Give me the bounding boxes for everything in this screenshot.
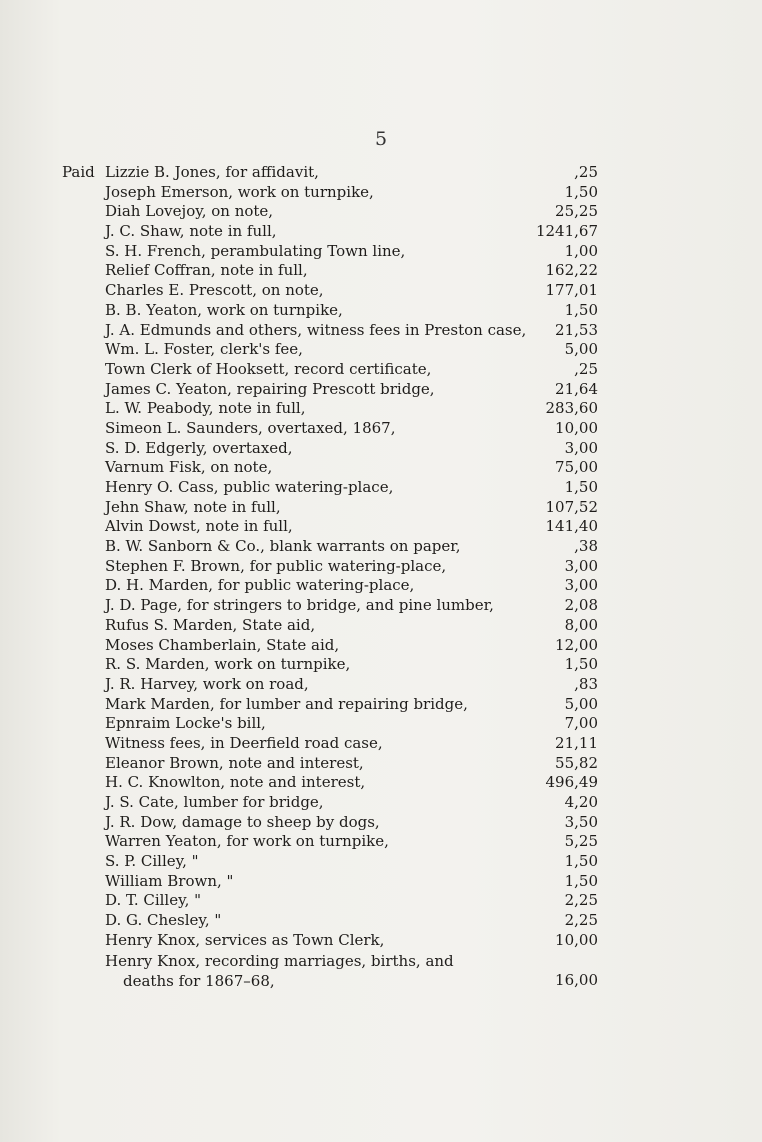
ledger-description: B. W. Sanborn & Co., blank warrants on paper, (105, 537, 461, 556)
ledger-row (0, 360, 762, 380)
ledger-amount: 162,22 (545, 261, 598, 280)
ledger-row (0, 458, 762, 478)
ledger-amount: ,83 (574, 674, 598, 693)
ledger-amount: 1241,67 (535, 222, 598, 241)
ledger-description: Epnraim Locke's bill, (105, 714, 266, 733)
ledger-description: L. W. Peabody, note in full, (105, 399, 306, 418)
ledger-amount: 25,25 (555, 202, 598, 221)
ledger-amount: 7,00 (564, 714, 598, 733)
ledger-description: S. D. Edgerly, overtaxed, (105, 438, 293, 457)
ledger-amount: 1,50 (564, 182, 598, 201)
ledger-row (0, 380, 762, 400)
ledger-description: Simeon L. Saunders, overtaxed, 1867, (105, 418, 396, 437)
ledger-row (0, 222, 762, 242)
ledger-description: J. S. Cate, lumber for bridge, (105, 793, 324, 811)
ledger-row (0, 399, 762, 419)
ledger-description: Diah Lovejoy, on note, (105, 202, 274, 221)
ledger-row (0, 596, 762, 616)
ledger-amount: 5,00 (564, 340, 598, 359)
ledger-row (0, 202, 762, 222)
ledger-amount: 5,25 (564, 832, 598, 851)
ledger-amount: ,25 (574, 359, 598, 378)
ledger-row (0, 419, 762, 439)
ledger-row (0, 183, 762, 203)
ledger-description-line2: deaths for 1867–68, (123, 971, 275, 990)
ledger-amount: 496,49 (545, 773, 598, 792)
ledger-description: D. H. Marden, for public watering-place, (105, 576, 415, 595)
ledger-description (105, 951, 454, 991)
ledger-amount: 4,20 (564, 793, 598, 811)
ledger-row (0, 517, 762, 537)
ledger-row (0, 340, 762, 360)
ledger-amount: 283,60 (545, 399, 598, 418)
ledger-description: Wm. L. Foster, clerk's fee, (105, 340, 303, 359)
ledger-description: J. R. Dow, damage to sheep by dogs, (105, 812, 380, 831)
page-number: 5 (374, 128, 388, 150)
ledger-row (0, 714, 762, 734)
ledger-amount: 21,64 (555, 379, 598, 398)
ledger-description: Mark Marden, for lumber and repairing bridge, (105, 694, 468, 713)
ledger-amount: 1,50 (564, 852, 598, 871)
ledger-amount: 55,82 (555, 753, 598, 772)
ledger-amount: 3,00 (564, 556, 598, 575)
ledger-amount: 1,50 (564, 300, 598, 319)
ledger-row (0, 695, 762, 715)
ledger-description: Varnum Fisk, on note, (105, 458, 273, 477)
ledger-amount: 12,00 (555, 635, 598, 654)
ledger-amount: 10,00 (555, 930, 598, 949)
ledger-row (0, 281, 762, 301)
ledger-row (0, 832, 762, 852)
ledger-amount: 177,01 (545, 281, 598, 300)
ledger-row (0, 537, 762, 557)
ledger-amount: 1,00 (564, 241, 598, 260)
ledger-description: Witness fees, in Deerfield road case, (105, 733, 383, 752)
ledger-description: B. B. Yeaton, work on turnpike, (105, 300, 343, 319)
ledger-amount: 107,52 (545, 497, 598, 516)
ledger-amount: 10,00 (555, 418, 598, 437)
ledger-description: S. P. Cilley, " (105, 852, 199, 871)
ledger-description: J. R. Harvey, work on road, (105, 674, 309, 693)
ledger-amount: 1,50 (564, 871, 598, 890)
ledger-amount: ,38 (574, 537, 598, 556)
ledger-row (0, 852, 762, 872)
ledger-row (0, 734, 762, 754)
ledger-description: Jehn Shaw, note in full, (105, 497, 281, 516)
ledger-row (0, 439, 762, 459)
ledger-description: William Brown, " (105, 871, 234, 890)
ledger-description: Henry Knox, services as Town Clerk, (105, 930, 385, 949)
ledger-amount: 21,11 (555, 733, 598, 752)
ledger-amount: 1,50 (564, 655, 598, 674)
ledger-amount: 2,25 (564, 891, 598, 910)
ledger-row (0, 813, 762, 833)
ledger-description: J. C. Shaw, note in full, (105, 222, 277, 241)
ledger-amount: 16,00 (555, 970, 598, 989)
ledger-description: Eleanor Brown, note and interest, (105, 753, 364, 772)
ledger-amount: 8,00 (564, 615, 598, 634)
ledger-description: Charles E. Prescott, on note, (105, 281, 324, 300)
ledger-description: R. S. Marden, work on turnpike, (105, 655, 351, 674)
ledger-description: Rufus S. Marden, State aid, (105, 615, 316, 634)
ledger-row (0, 261, 762, 281)
ledger-description: Moses Chamberlain, State aid, (105, 635, 340, 654)
ledger-amount: 5,00 (564, 694, 598, 713)
ledger-description: J. A. Edmunds and others, witness fees in Preston case, (105, 320, 527, 339)
ledger-description: Joseph Emerson, work on turnpike, (105, 182, 374, 201)
ledger-row (0, 557, 762, 577)
ledger-description: Stephen F. Brown, for public watering-place, (105, 556, 447, 575)
ledger-row (0, 911, 762, 931)
ledger-description: J. D. Page, for stringers to bridge, and pine lumber, (105, 596, 494, 615)
ledger-row (0, 498, 762, 518)
ledger-description: Relief Coffran, note in full, (105, 261, 308, 280)
ledger-row (0, 931, 762, 951)
ledger-row (0, 163, 762, 183)
ledger-row (0, 773, 762, 793)
ledger-row (0, 576, 762, 596)
ledger-row (0, 793, 762, 813)
ledger-row (0, 616, 762, 636)
ledger-description-line1: Henry Knox, recording marriages, births, and (105, 951, 454, 970)
ledger-amount: 3,00 (564, 576, 598, 595)
ledger-description: D. T. Cilley, " (105, 891, 202, 910)
ledger-description: James C. Yeaton, repairing Prescott bridge, (105, 379, 435, 398)
ledger-description: D. G. Chesley, " (105, 911, 222, 930)
ledger-amount: 2,25 (564, 911, 598, 930)
ledger-amount: 1,50 (564, 478, 598, 496)
ledger-row (0, 675, 762, 695)
payments-ledger (0, 163, 762, 991)
ledger-amount: 3,50 (564, 812, 598, 831)
ledger-row (0, 891, 762, 911)
ledger-description: Alvin Dowst, note in full, (105, 517, 293, 536)
ledger-description: Henry O. Cass, public watering-place, (105, 478, 394, 496)
ledger-row (0, 321, 762, 341)
ledger-amount: 2,08 (564, 596, 598, 615)
ledger-row (0, 655, 762, 675)
paid-prefix: Paid (62, 163, 95, 181)
ledger-row (0, 754, 762, 774)
ledger-amount: 141,40 (545, 517, 598, 536)
ledger-row (0, 951, 762, 991)
ledger-description: H. C. Knowlton, note and interest, (105, 773, 366, 792)
ledger-amount: ,25 (574, 163, 598, 181)
ledger-row (0, 478, 762, 498)
ledger-amount: 75,00 (555, 458, 598, 477)
ledger-description: Lizzie B. Jones, for affidavit, (105, 163, 319, 181)
ledger-description: Warren Yeaton, for work on turnpike, (105, 832, 389, 851)
ledger-row (0, 636, 762, 656)
ledger-amount: 21,53 (555, 320, 598, 339)
ledger-row (0, 301, 762, 321)
ledger-description: S. H. French, perambulating Town line, (105, 241, 406, 260)
ledger-description: Town Clerk of Hooksett, record certificate, (105, 359, 432, 378)
ledger-amount: 3,00 (564, 438, 598, 457)
ledger-row (0, 872, 762, 892)
ledger-row (0, 242, 762, 262)
